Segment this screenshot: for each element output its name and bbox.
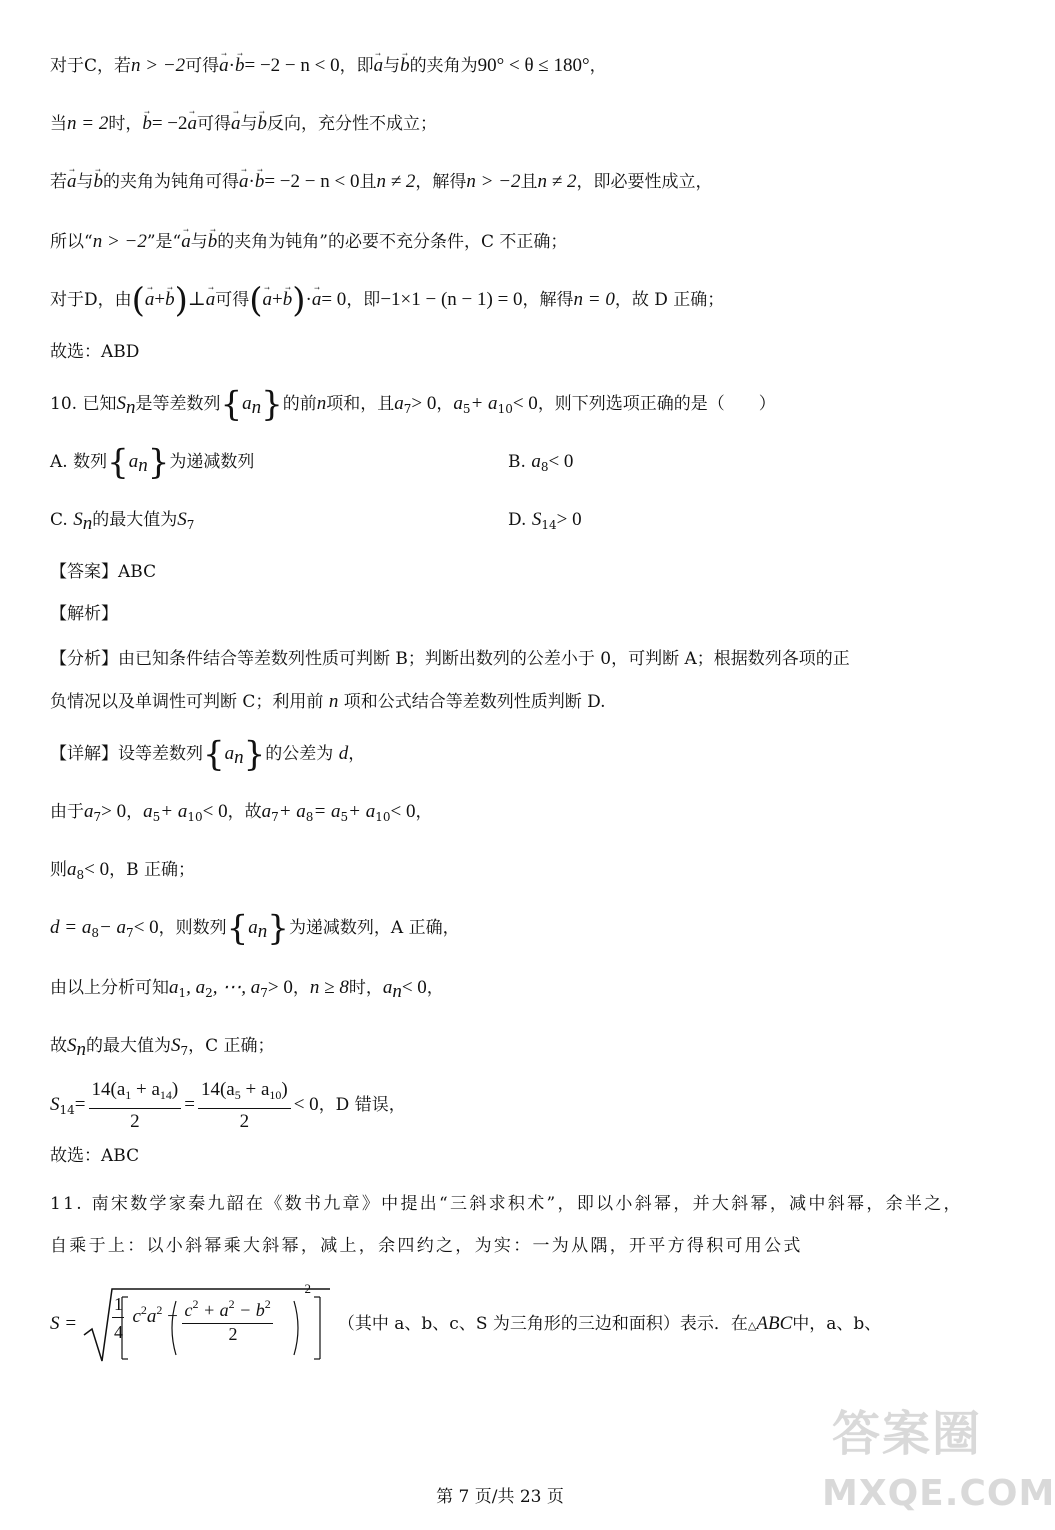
detail-line: $d = a_8- a_7< 0$，则数列$\{a_n\}$为递减数列，A 正确， <box>50 908 460 949</box>
detail-line: 由于$a_7> 0$，$a_5+ a_{10}< 0$，故$a_7+ a_8= a_5+ a_{10}< 0$， <box>50 801 433 824</box>
detail-intro: 【详解】设等差数列$\{a_n\}$的公差为 d， <box>50 734 366 775</box>
option-d: D. $S_{14}> 0$ <box>508 509 582 532</box>
question-11-formula: S = 1 4 $c^2a^2$ − $c^2 + a^2 - b^2$ 2 2 （其中 a、b、c、S 为三角形的三边和面积）表示．在△ABC中，a、b、 <box>50 1282 960 1366</box>
analysis-line: 负情况以及单调性可判断 C；利用前 n 项和公式结合等差数列性质判断 D. <box>50 691 606 712</box>
detail-line: 则$a_8< 0$，B 正确； <box>50 859 196 882</box>
option-a: A. 数列$\{a_n\}$为递减数列 <box>50 442 255 483</box>
option-c: C. $S_n$的最大值为$S_7$ <box>50 509 195 534</box>
text-line: 所以“n > −2”是“→ a与→ b的夹角为钝角”的必要不充分条件，C 不正确； <box>50 228 960 256</box>
detail-formula: $S_{14}=$ $\frac{14(a_1 + a_{14})}{2}$ = $\frac{14(a_5 + a_{10})}{2}$ < 0，D 错误， <box>50 1078 406 1132</box>
answer-line: 故选：ABC <box>50 1146 140 1166</box>
watermark-logo: 答案圈 MXQE.COM <box>822 1406 1055 1514</box>
question-10: 10. 已知$S_n$是等差数列$\{a_n\}$的前n项和，且$a_7> 0$，$a_5+ a_{10}< 0$，则下列选项正确的是（ ） <box>50 384 776 425</box>
detail-line: 由以上分析可知$a_1$, $a_2$, ⋯, $a_7> 0$，n ≥ 8时，$a_n< 0$， <box>50 977 444 1002</box>
answer-line: 故选：ABD <box>50 342 140 362</box>
analysis-label: 【解析】 <box>50 604 118 624</box>
text-line: 对于C，若n > −2可得→ a·→ b= −2 − n < 0，即→ a与→ b的夹角为90° < θ ≤ 180°， <box>50 52 960 80</box>
text-line: 当n = 2时，→ b= −2→ a可得→ a与→ b反向，充分性不成立； <box>50 110 960 138</box>
text-line: 对于D，由(→ a+→ b)⊥→ a可得(→ a+→ b)·→ a= 0，即−1×1 − (n − 1) = 0，解得n = 0，故 D 正确； <box>50 286 960 315</box>
detail-line: 故$S_n$的最大值为$S_7$，C 正确； <box>50 1035 275 1060</box>
analysis-line: 【分析】由已知条件结合等差数列性质可判断 B；判断出数列的公差小于 0，可判断 A；根据数列各项的正 <box>50 649 850 669</box>
question-11-line: 11. 南宋数学家秦九韶在《数书九章》中提出“三斜求积术”，即以小斜幂，并大斜幂，减中斜幂，余半之， <box>50 1194 963 1214</box>
text-line: 若→ a与→ b的夹角为钝角可得→ a·→ b= −2 − n < 0且n ≠ 2，解得n > −2且n ≠ 2，即必要性成立， <box>50 168 960 196</box>
answer-label: 【答案】ABC <box>50 562 157 582</box>
page-number: 第 7 页/共 23 页 <box>436 1487 564 1507</box>
question-11-line: 自乘于上：以小斜幂乘大斜幂，减上，余四约之，为实：一为从隅，开平方得积可用公式 <box>50 1236 803 1256</box>
option-b: B. $a_8< 0$ <box>508 451 574 474</box>
sqrt-expression: 1 4 $c^2a^2$ − $c^2 + a^2 - b^2$ 2 2 <box>82 1283 332 1367</box>
